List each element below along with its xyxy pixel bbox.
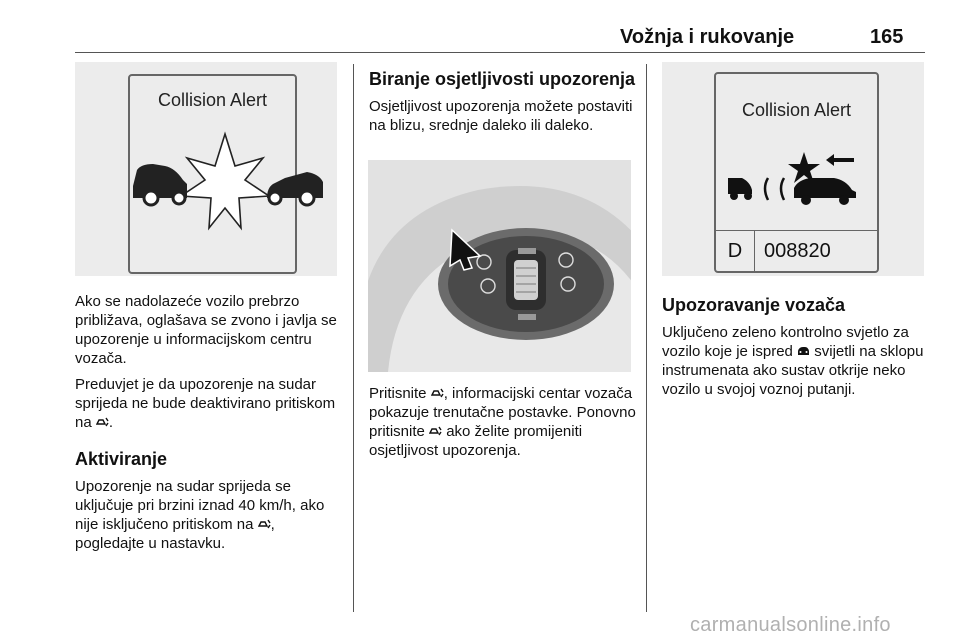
collision-alert-button-icon	[429, 425, 442, 437]
column-divider-right	[646, 64, 647, 612]
page-number: 165	[870, 26, 904, 48]
paragraph: Upozorenje na sudar sprijeda se uključuje pri brzini iznad 40 km/h, ako nije isključeno pritiskom na , pogledajte u nastavku.	[75, 478, 325, 552]
column-2-text	[369, 68, 639, 135]
paragraph: Uključeno zeleno kontrolno svjetlo za vozilo koje je ispred svijetli na sklopu instrumenata ako sustav otkrije neko vozilo u svojoj voznoj putanji.	[662, 324, 924, 398]
column-3-text	[662, 294, 932, 399]
driver-alert-figure	[662, 62, 924, 276]
collision-alert-button-icon	[96, 416, 109, 428]
vehicle-ahead-indicator-icon	[797, 345, 810, 357]
section-heading: Biranje osjetljivosti upozorenja	[369, 69, 636, 89]
gear-indicator: D	[727, 240, 743, 262]
column-divider-left	[353, 64, 354, 612]
steering-wheel-buttons-icon	[368, 160, 631, 372]
paragraph: Osjetljivost upozorenja možete postaviti na blizu, srednje daleko ili daleko.	[369, 98, 633, 134]
collision-alert-figure	[75, 62, 337, 276]
paragraph: Pritisnite , informacijski centar vozača pokazuje trenutačne postavke. Ponovno pritisnite ako želite promijeniti osjetljivost upozorenja.	[369, 385, 636, 459]
display-title: Collision Alert	[157, 90, 268, 110]
steering-wheel-figure	[368, 160, 631, 372]
column-2-text-lower	[369, 384, 639, 460]
collision-illustration-icon	[75, 62, 337, 276]
collision-alert-button-icon	[258, 518, 271, 530]
odometer-reading: 008820	[764, 240, 831, 262]
section-heading: Upozoravanje vozača	[662, 295, 846, 315]
display-divider	[754, 230, 755, 271]
collision-alert-button-icon	[431, 387, 444, 399]
watermark: carmanualsonline.info	[690, 614, 891, 636]
running-header: Vožnja i rukovanje	[620, 26, 795, 48]
section-heading: Aktiviranje	[75, 449, 168, 469]
vehicle-ahead-alert-icon	[714, 72, 879, 222]
display-divider	[716, 230, 877, 231]
column-1-text	[75, 292, 345, 553]
paragraph: Preduvjet je da upozorenje na sudar sprijeda ne bude deaktivirano pritiskom na .	[75, 376, 336, 431]
paragraph: Ako se nadolazeće vozilo prebrzo približava, oglašava se zvono i javlja se upozorenje u informacijskom centru vozača.	[75, 293, 337, 367]
header-rule	[75, 52, 925, 53]
display-title: Collision Alert	[741, 100, 852, 120]
